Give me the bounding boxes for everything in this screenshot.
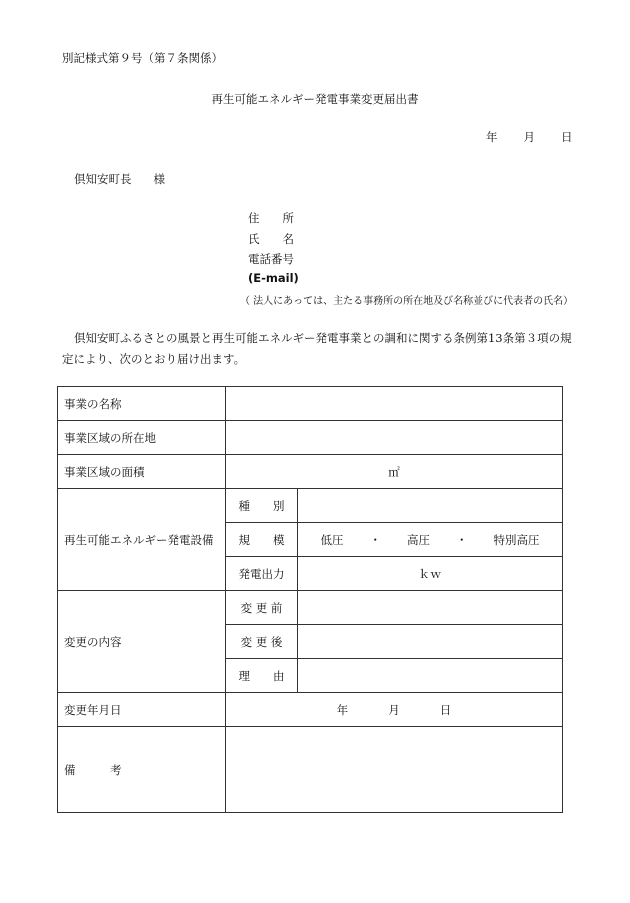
scale-option-low[interactable]: 低圧 xyxy=(320,532,344,547)
applicant-address-label: 住 所 xyxy=(248,211,294,225)
output-unit: ｋｗ xyxy=(418,566,442,581)
document-title: 再生可能エネルギー発電事業変更届出書 xyxy=(211,92,419,106)
addressee-honorific: 様 xyxy=(153,172,165,186)
scale-option-extra-high[interactable]: 特別高圧 xyxy=(493,532,540,547)
equipment-label: 再生可能エネルギー発電設備 xyxy=(58,489,226,591)
corporation-note: （ 法人にあっては、主たる事務所の所在地及び名称並びに代表者の氏名） xyxy=(240,296,574,307)
table-row xyxy=(58,591,563,625)
table-row xyxy=(58,421,563,455)
table-row xyxy=(58,727,563,813)
applicant-phone-label: 電話番号 xyxy=(248,252,294,266)
remarks-label: 備 考 xyxy=(58,727,226,813)
project-area-label: 事業区域の面積 xyxy=(58,455,226,489)
addressee xyxy=(74,171,165,187)
form-table xyxy=(57,386,563,813)
table-row xyxy=(58,693,563,727)
equipment-type-field[interactable] xyxy=(298,489,563,523)
equipment-scale-options[interactable] xyxy=(298,523,563,557)
table-row xyxy=(58,387,563,421)
applicant-email-label: (E-mail) xyxy=(248,271,299,285)
output-label: 発電出力 xyxy=(226,557,298,591)
project-location-label: 事業区域の所在地 xyxy=(58,421,226,455)
form-number: 別記様式第９号（第７条関係） xyxy=(62,51,223,65)
body-text: 倶知安町ふるさとの風景と再生可能エネルギー発電事業との調和に関する条例第13条第３項の規定により、次のとおり届け出ます。 xyxy=(62,331,572,366)
date-day-label: 日 xyxy=(561,130,573,144)
reason-field[interactable] xyxy=(298,659,563,693)
project-name-field[interactable] xyxy=(226,387,563,421)
table-row xyxy=(58,455,563,489)
before-change-field[interactable] xyxy=(298,591,563,625)
addressee-name: 倶知安町長 xyxy=(74,172,132,186)
date-month-label: 月 xyxy=(523,130,535,144)
change-date-year: 年 xyxy=(336,702,349,717)
date-year-label: 年 xyxy=(486,130,498,144)
equipment-type-label: 種 別 xyxy=(226,489,298,523)
before-change-label: 変 更 前 xyxy=(226,591,298,625)
equipment-scale-label: 規 模 xyxy=(226,523,298,557)
project-location-field[interactable] xyxy=(226,421,563,455)
change-date-month: 月 xyxy=(388,702,400,717)
project-name-label: 事業の名称 xyxy=(58,387,226,421)
scale-option-high[interactable]: 高圧 xyxy=(407,532,430,547)
output-field[interactable] xyxy=(298,557,563,591)
table-row xyxy=(58,489,563,523)
scale-separator: ・ xyxy=(369,532,381,547)
change-date-field[interactable] xyxy=(226,693,563,727)
applicant-name-label: 氏 名 xyxy=(248,232,294,246)
area-unit: ㎡ xyxy=(388,464,400,479)
reason-label: 理 由 xyxy=(226,659,298,693)
after-change-label: 変 更 後 xyxy=(226,625,298,659)
after-change-field[interactable] xyxy=(298,625,563,659)
change-date-day: 日 xyxy=(439,702,452,717)
submission-date xyxy=(486,129,573,145)
project-area-field[interactable] xyxy=(226,455,563,489)
remarks-field[interactable] xyxy=(226,727,563,813)
change-date-label: 変更年月日 xyxy=(58,693,226,727)
scale-separator: ・ xyxy=(456,532,468,547)
change-content-label: 変更の内容 xyxy=(58,591,226,693)
